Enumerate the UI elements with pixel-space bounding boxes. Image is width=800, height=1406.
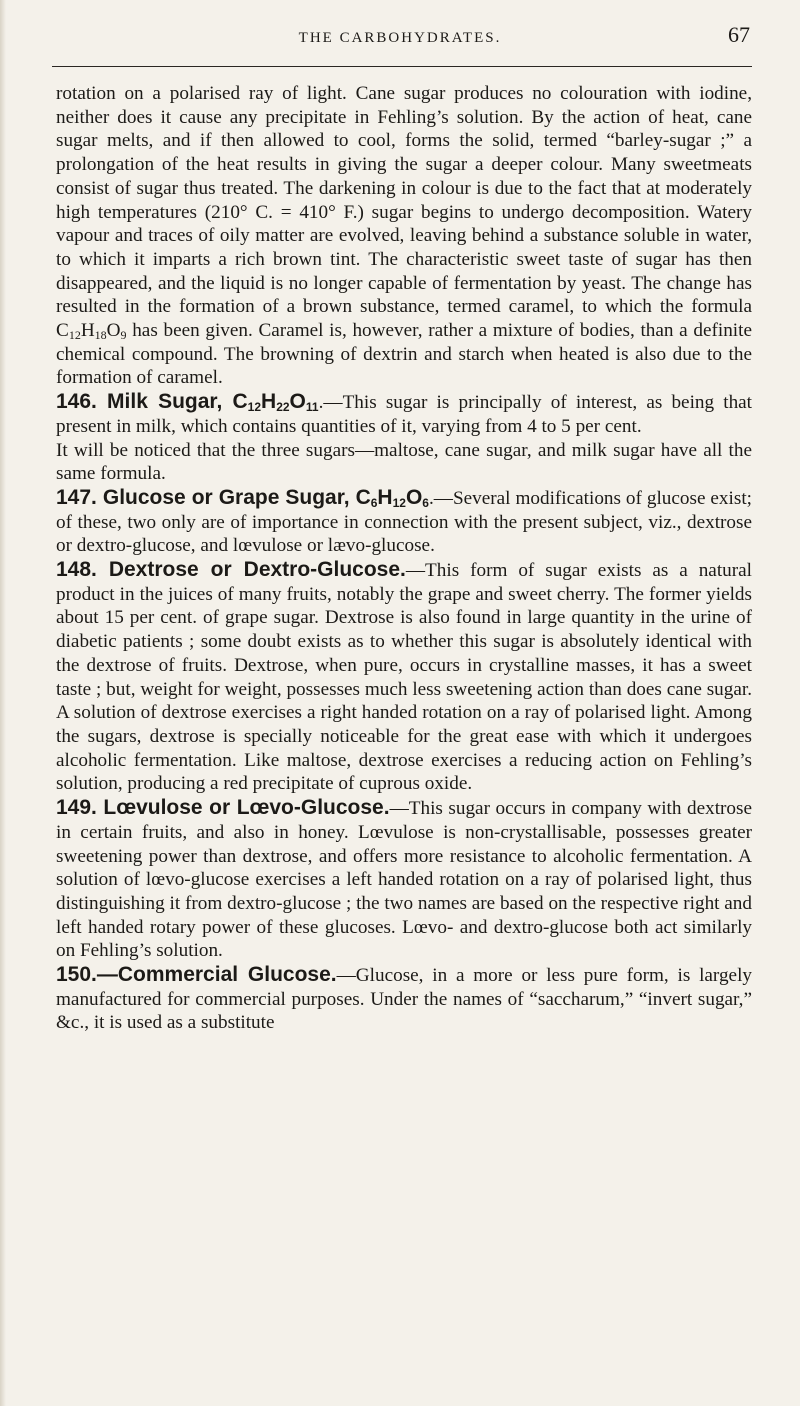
section-heading-147: 147. Glucose or Grape Sugar, [56, 485, 356, 509]
formula-caramel: $C_{12}H_{18}O_9$ [56, 320, 127, 343]
header-rule [52, 66, 752, 67]
section-148: 148. Dextrose or Dextro-Glucose.—This form of sugar exists as a natural product in the juices of many fruits, notably the grape and sweet cherry. The former yields about 15 per cent. of grape sugar. Dextrose is also found in large quantity in the urine of diabetic patients ; some doubt exists as to whether this sugar is absolutely identical with the dextrose of fruits. Dextrose, when pure, occurs in crystalline masses, it has a sweet taste ; but, weight for weight, possesses much less sweetening action than does cane sugar. A solution of dextrose exercises a right handed rotation on a ray of polarised light. Among the sugars, dextrose is specially noticeable for the great ease with which it undergoes alcoholic fermentation. Like maltose, dextrose exercises a reducing action on Fehling’s solution, producing a red precipitate of cuprous oxide. [56, 558, 752, 795]
section-147: 147. Glucose or Grape Sugar, $C_6H_{12}O_6.—Several$ modifications of glucose exist; of these, two only are of importance in connection with the present subject, viz., dextrose or dextro-glucose, and lœvulose or lævo-glucose. [56, 485, 752, 557]
section-heading-148: 148. Dextrose or Dextro-Glucose. [56, 558, 406, 582]
formula-milk-sugar: $C_{12}H_{22}O_{11}$ [232, 390, 319, 415]
section-150: 150.—Commercial Glucose.—Glucose, in a more or less pure form, is largely manufactured for commercial purposes. Under the names of “saccharum,” “invert sugar,” &c., it is used as a substitute [56, 963, 752, 1034]
section-146: 146. Milk Sugar, $C_{12}H_{22}O_{11}.—This$ sugar is principally of interest, as being that present in milk, which contains quantities of it, varying from 4 to 5 per cent. [56, 390, 753, 437]
paragraph-caramel: rotation on a polarised ray of light. Cane sugar produces no colouration with iodine, neither does it cause any precipitate in Fehling’s solution. By the action of heat, cane sugar melts, and if then allowed to cool, forms the solid, termed “barley-sugar ;” a prolongation of the heat results in giving the sugar a deeper colour. Many sweetmeats consist of sugar thus treated. The darkening in colour is due to the fact that at moderately high temperatures (210° C. = 410° F.) sugar begins to undergo decomposition. Watery vapour and traces of oily matter are evolved, leaving behind a substance soluble in water, to which it imparts a rich brown tint. The characteristic sweet taste of sugar has then disappeared, and the liquid is no longer capable of fermentation by yeast. The change has resulted in the formation of a brown substance, termed caramel, to which the formula $C_{12}H_{18}O_9$ has been given. Caramel is, however, rather a mixture of bodies, than a definite chemical compound. The browning of dextrin and starch when heated is also due to the formation of caramel. [56, 83, 752, 389]
paragraph-note: It will be noticed that the three sugars—maltose, cane sugar, and milk sugar have all the same formula. [56, 439, 752, 485]
page-spine-shadow [0, 0, 6, 1406]
section-heading-146: 146. Milk Sugar, [56, 390, 233, 414]
page-number: 67 [728, 22, 750, 47]
body-text [56, 82, 752, 1035]
running-head: THE CARBOHYDRATES. [298, 30, 502, 46]
section-149: 149. Lœvulose or Lœvo-Glucose.—This sugar occurs in company with dextrose in certain fruits, and also in honey. Lœvulose is non-crystallisable, possesses greater sweetening power than dextrose, and offers more resistance to alcoholic fermentation. A solution of lœvo-glucose exercises a left handed rotation on a ray of polarised light, thus distinguishing it from dextro-glucose ; the two names are based on the respective right and left handed rotary power of these glucoses. Lœvo- and dextro-glucose both act similarly on Fehling’s solution. [56, 796, 753, 962]
formula-glucose: $C_6H_{12}O_6$ [355, 485, 429, 510]
section-heading-149: 149. Lœvulose or Lœvo-Glucose. [56, 796, 390, 820]
section-heading-150: 150.—Commercial Glucose. [56, 963, 337, 987]
